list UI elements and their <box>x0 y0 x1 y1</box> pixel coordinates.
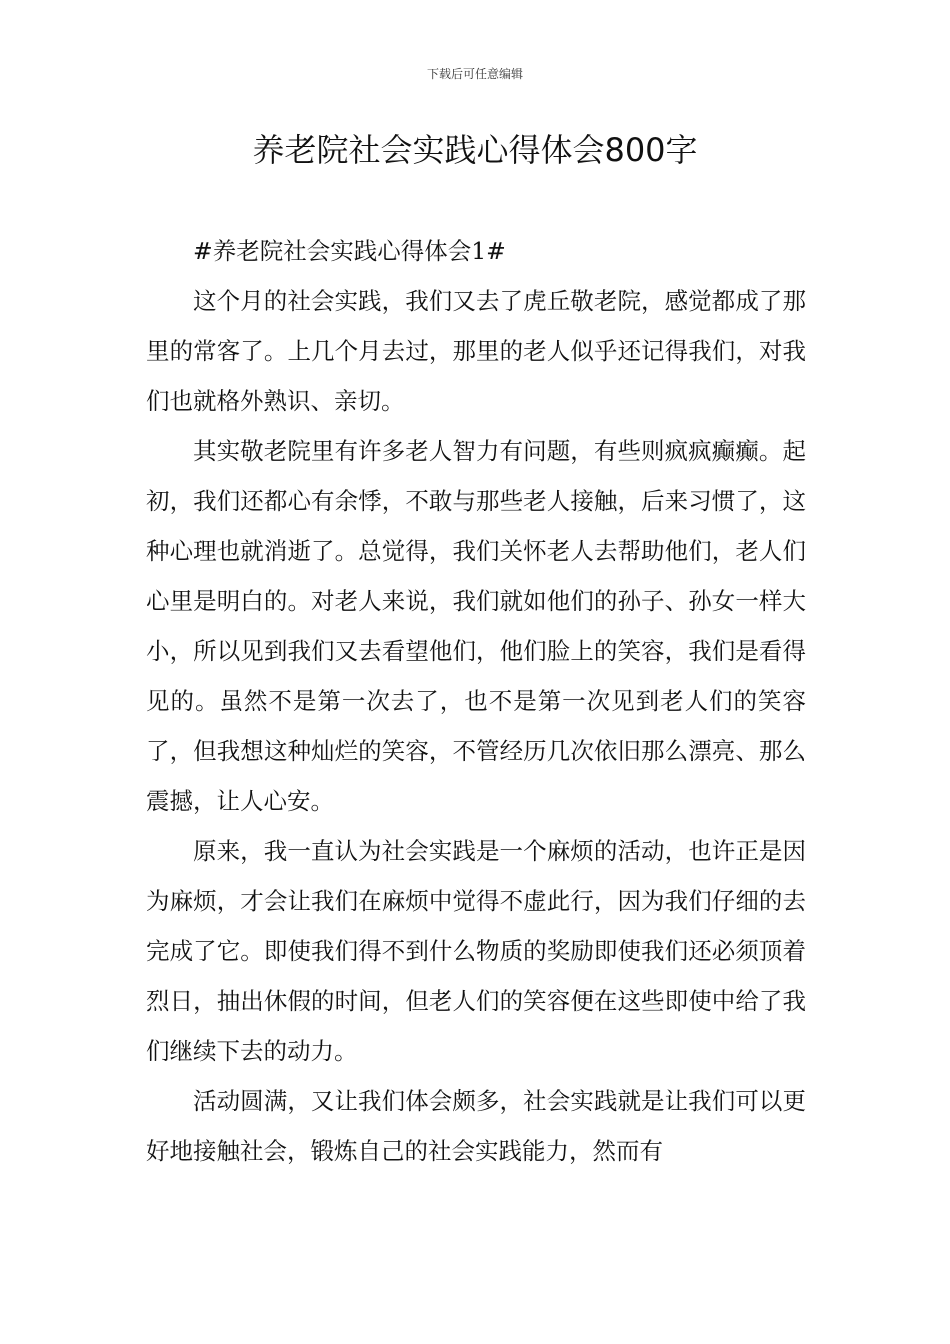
header-note: 下载后可任意编辑 <box>426 67 523 81</box>
document-body <box>146 226 806 1176</box>
section-heading: #养老院社会实践心得体会1# <box>193 237 506 265</box>
paragraph: 这个月的社会实践，我们又去了虎丘敬老院，感觉都成了那里的常客了。上几个月去过，那里的老人似乎还记得我们，对我们也就格外熟识、亲切。 <box>146 287 806 415</box>
paragraph: 活动圆满，又让我们体会颇多，社会实践就是让我们可以更好地接触社会，锻炼自己的社会实践能力，然而有 <box>146 1087 806 1165</box>
paragraph: 原来，我一直认为社会实践是一个麻烦的活动，也许正是因为麻烦，才会让我们在麻烦中觉得不虚此行，因为我们仔细的去完成了它。即使我们得不到什么物质的奖励即使我们还必须顶着烈日，抽出休假的时间，但老人们的笑容便在这些即使中给了我们继续下去的动力。 <box>146 837 806 1065</box>
document-title: 养老院社会实践心得体会800字 <box>252 131 698 169</box>
paragraph: 其实敬老院里有许多老人智力有问题，有些则疯疯癫癫。起初，我们还都心有余悸，不敢与那些老人接触，后来习惯了，这种心理也就消逝了。总觉得，我们关怀老人去帮助他们，老人们心里是明白的。对老人来说，我们就如他们的孙子、孙女一样大小，所以见到我们又去看望他们，他们脸上的笑容，我们是看得见的。虽然不是第一次去了，也不是第一次见到老人们的笑容了，但我想这种灿烂的笑容，不管经历几次依旧那么漂亮、那么震撼，让人心安。 <box>146 437 806 815</box>
